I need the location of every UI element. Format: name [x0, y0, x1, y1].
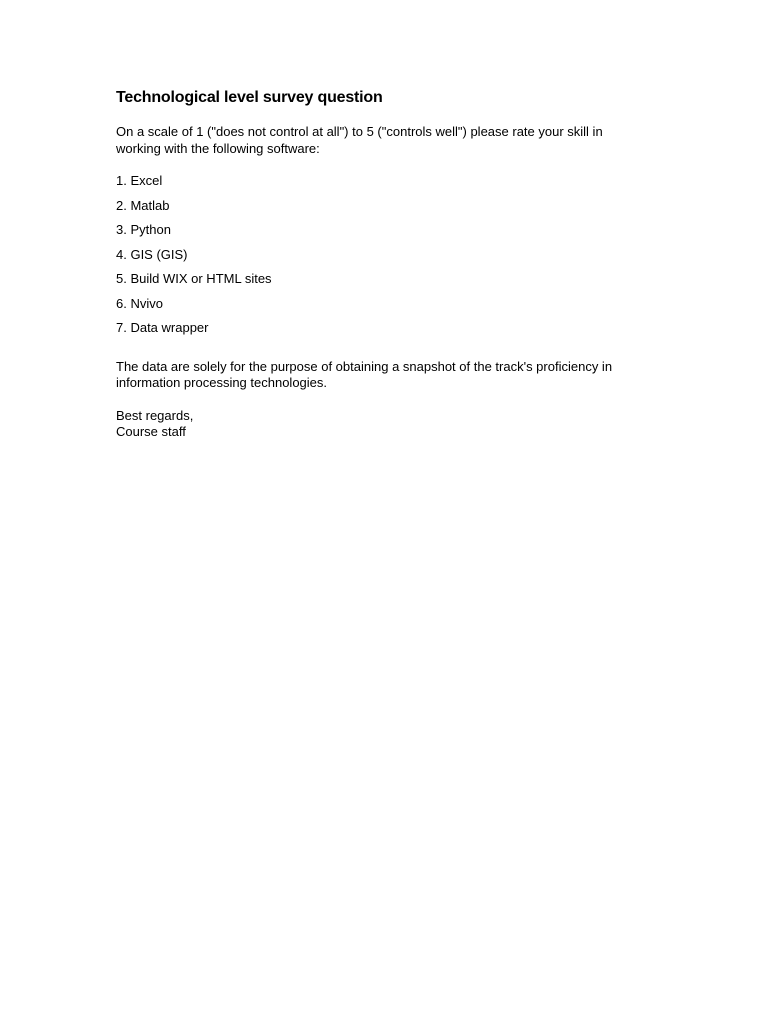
closing-line: Best regards, [116, 407, 194, 423]
list-item: 2. Matlab [116, 197, 170, 213]
purpose-paragraph: The data are solely for the purpose of obtaining a snapshot of the track's proficiency in information processing technologies. [116, 358, 613, 390]
list-item: 5. Build WIX or HTML sites [116, 271, 272, 286]
signature-line: Course staff [116, 424, 186, 439]
document-page [116, 86, 636, 441]
list-item: 6. Nvivo [116, 295, 163, 311]
list-item: 3. Python [116, 222, 171, 237]
list-item: 1. Excel [116, 173, 163, 188]
intro-paragraph: On a scale of 1 ("does not control at all") to 5 ("controls well") please rate your skill in working with the following software: [116, 124, 603, 156]
document-title: Technological level survey question [116, 89, 383, 106]
list-item: 4. GIS (GIS) [116, 246, 188, 262]
signoff [116, 408, 636, 441]
software-list [116, 173, 636, 337]
list-item: 7. Data wrapper [116, 320, 209, 335]
